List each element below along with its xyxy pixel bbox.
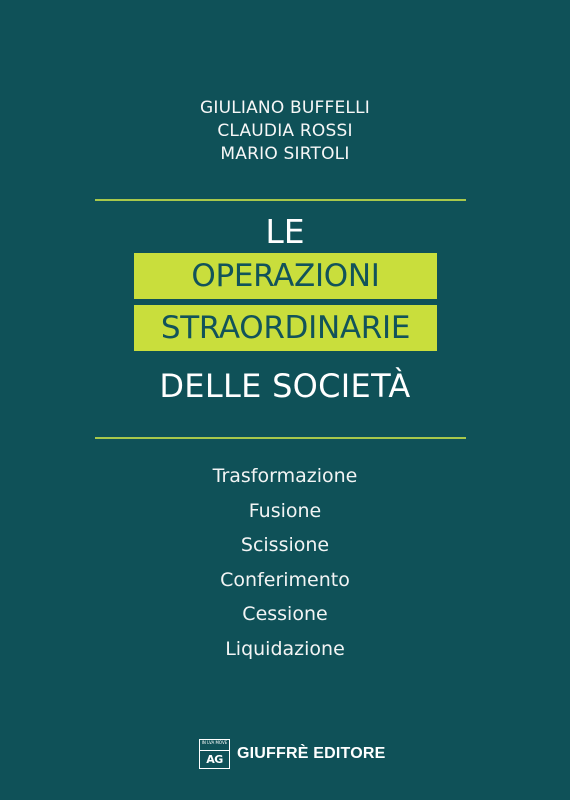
title-highlight-operazioni <box>134 253 437 299</box>
title-highlight-text: STRAORDINARIE <box>160 310 411 346</box>
publisher-logo-text: AG <box>206 753 223 766</box>
publisher-block <box>199 737 386 771</box>
topics-list <box>0 459 570 666</box>
author-name: MARIO SIRTOLI <box>220 144 350 164</box>
authors-block <box>0 97 570 166</box>
author-name: CLAUDIA ROSSI <box>217 121 353 141</box>
publisher-name: GIUFFRÈ EDITORE <box>237 745 386 762</box>
publisher-logo-strip: IN LVA MOVE <box>200 740 229 751</box>
topic-item: Fusione <box>248 499 322 522</box>
topic-item: Trasformazione <box>212 465 358 487</box>
title-line-le: LE <box>265 212 305 251</box>
title-highlight-text: OPERAZIONI <box>191 258 380 294</box>
topic-item: Conferimento <box>220 568 350 591</box>
title-highlight-straordinarie <box>134 305 437 351</box>
topic-item: Liquidazione <box>225 637 345 660</box>
author-name: GIULIANO BUFFELLI <box>199 98 370 118</box>
topic-item: Cessione <box>242 603 328 625</box>
top-divider <box>95 199 466 201</box>
publisher-logo-icon <box>199 739 230 769</box>
topic-item: Scissione <box>240 534 330 556</box>
title-line-delle-societa: DELLE SOCIETÀ <box>159 367 411 405</box>
bottom-divider <box>95 437 466 439</box>
